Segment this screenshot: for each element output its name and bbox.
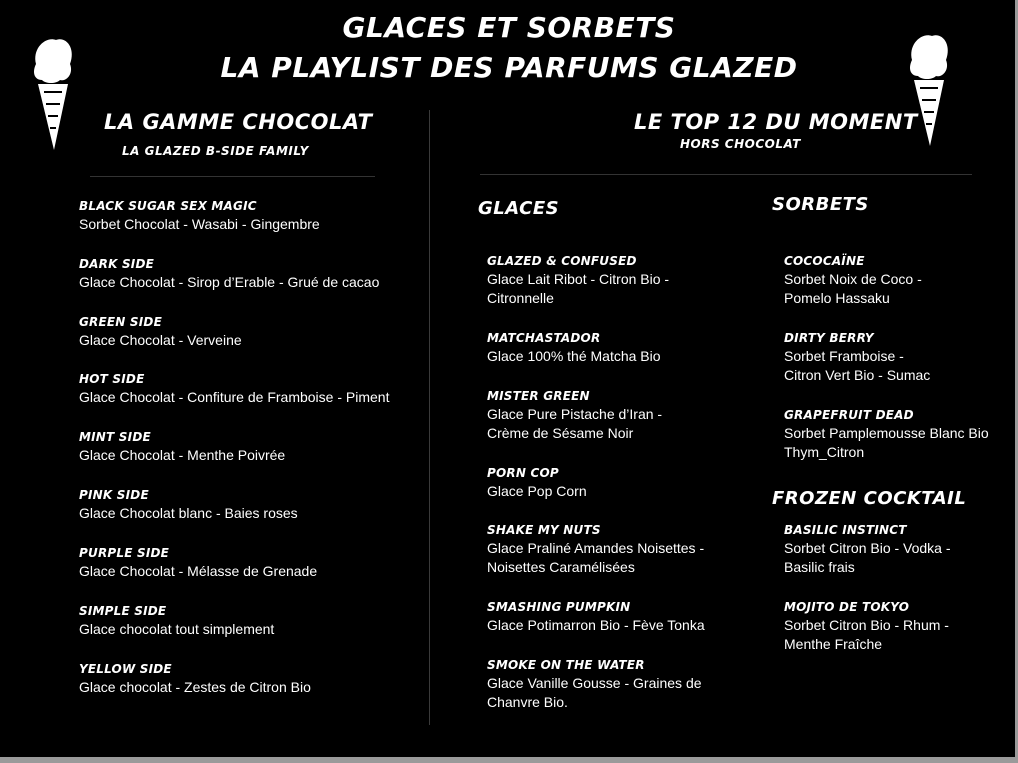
flavor-name: HOT SIDE: [79, 372, 145, 386]
list-item: [79, 198, 320, 234]
list-item: [784, 522, 951, 577]
column-divider: [429, 110, 430, 725]
flavor-desc: Glace 100% thé Matcha Bio: [487, 348, 661, 364]
list-item: [487, 522, 704, 577]
bottom-border: [0, 757, 1018, 763]
flavor-name: PINK SIDE: [79, 488, 149, 502]
right-section-subtitle: HORS CHOCOLAT: [680, 137, 801, 151]
flavor-desc: Glace Chocolat - Confiture de Framboise - Piment: [79, 389, 390, 405]
list-item: [79, 603, 274, 639]
flavor-name: MOJITO DE TOKYO: [784, 600, 910, 614]
flavor-desc: Glace Chocolat blanc - Baies roses: [79, 505, 298, 521]
flavor-name: PURPLE SIDE: [79, 546, 170, 560]
left-section-subtitle: LA GLAZED B-SIDE FAMILY: [122, 144, 309, 158]
list-item: [784, 599, 949, 654]
flavor-name: SMOKE ON THE WATER: [487, 658, 645, 672]
flavor-desc: Glace Pure Pistache d’Iran - Crème de Sésame Noir: [487, 406, 663, 441]
sorbets-heading: SORBETS: [772, 194, 869, 215]
flavor-desc: Glace Vanille Gousse - Graines de Chanvre Bio.: [487, 675, 702, 710]
flavor-desc: Glace Chocolat - Verveine: [79, 332, 242, 348]
flavor-name: MINT SIDE: [79, 430, 151, 444]
list-item: [487, 253, 669, 308]
left-section-title: LA GAMME CHOCOLAT: [104, 110, 373, 134]
list-item: [79, 661, 311, 697]
frozen-cocktail-heading: FROZEN COCKTAIL: [772, 488, 967, 509]
list-item: [784, 407, 989, 462]
flavor-name: DIRTY BERRY: [784, 331, 874, 345]
flavor-desc: Glace Chocolat - Mélasse de Grenade: [79, 563, 318, 579]
list-item: [79, 314, 242, 350]
list-item: [79, 371, 389, 407]
list-item: [784, 253, 922, 308]
flavor-name: BLACK SUGAR SEX MAGIC: [79, 199, 257, 213]
flavor-desc: Sorbet Noix de Coco - Pomelo Hassaku: [784, 271, 922, 306]
list-item: [79, 487, 298, 523]
left-rule: [90, 176, 375, 177]
flavor-desc: Sorbet Chocolat - Wasabi - Gingembre: [79, 216, 320, 232]
page-title: GLACES ET SORBETS: [342, 11, 676, 44]
list-item: [487, 599, 705, 635]
flavor-desc: Glace Potimarron Bio - Fève Tonka: [487, 617, 705, 633]
flavor-desc: Glace Chocolat - Menthe Poivrée: [79, 447, 286, 463]
flavor-name: COCOCAÏNE: [784, 254, 865, 268]
flavor-name: GRAPEFRUIT DEAD: [784, 408, 914, 422]
flavor-name: GREEN SIDE: [79, 315, 162, 329]
flavor-name: SHAKE MY NUTS: [487, 523, 601, 537]
list-item: [487, 330, 661, 366]
flavor-desc: Glace Lait Ribot - Citron Bio - Citronnelle: [487, 271, 670, 306]
flavor-desc: Glace Praliné Amandes Noisettes - Noisettes Caramélisées: [487, 540, 705, 575]
list-item: [487, 388, 662, 443]
flavor-desc: Glace Pop Corn: [487, 483, 587, 499]
list-item: [487, 657, 702, 712]
flavor-desc: Sorbet Pamplemousse Blanc Bio Thym_Citron: [784, 425, 989, 460]
list-item: [79, 545, 317, 581]
list-item: [79, 256, 379, 292]
right-rule: [480, 174, 972, 175]
flavor-desc: Sorbet Framboise - Citron Vert Bio - Sumac: [784, 348, 931, 383]
flavor-desc: Glace chocolat - Zestes de Citron Bio: [79, 679, 311, 695]
flavor-name: PORN COP: [487, 466, 559, 480]
list-item: [784, 330, 930, 385]
flavor-desc: Glace chocolat tout simplement: [79, 621, 275, 637]
glaces-heading: GLACES: [478, 198, 560, 219]
flavor-name: GLAZED & CONFUSED: [487, 254, 637, 268]
page-subtitle: LA PLAYLIST DES PARFUMS GLAZED: [220, 51, 798, 84]
right-section-title: LE TOP 12 DU MOMENT: [634, 110, 918, 134]
flavor-name: DARK SIDE: [79, 257, 155, 271]
flavor-name: SIMPLE SIDE: [79, 604, 167, 618]
list-item: [79, 429, 285, 465]
flavor-desc: Sorbet Citron Bio - Rhum - Menthe Fraîche: [784, 617, 949, 652]
flavor-name: BASILIC INSTINCT: [784, 523, 907, 537]
flavor-name: MATCHASTADOR: [487, 331, 601, 345]
flavor-desc: Glace Chocolat - Sirop d’Erable - Grué de cacao: [79, 274, 380, 290]
flavor-name: YELLOW SIDE: [79, 662, 172, 676]
flavor-desc: Sorbet Citron Bio - Vodka - Basilic frais: [784, 540, 951, 575]
flavor-name: MISTER GREEN: [487, 389, 590, 403]
list-item: [487, 465, 587, 501]
flavor-name: SMASHING PUMPKIN: [487, 600, 631, 614]
